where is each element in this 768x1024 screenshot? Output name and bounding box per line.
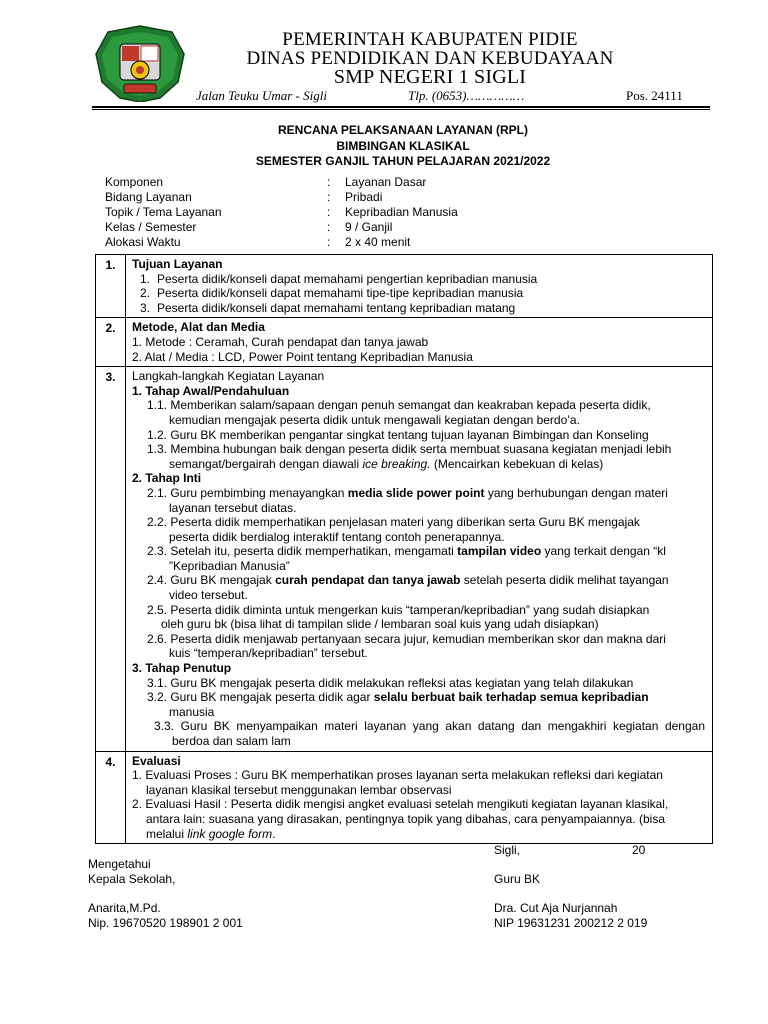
step-text-part: 2.4. Guru BK mengajak (147, 573, 276, 588)
section-title: Tujuan Layanan (132, 257, 223, 271)
section-number: 3. (96, 367, 126, 751)
letterhead-address: Jalan Teuku Umar - Sigli (196, 88, 327, 103)
meta-value: 2 x 40 menit (345, 235, 411, 249)
step-text-part: (Mencairkan kebekuan di kelas) (430, 456, 604, 471)
meta-value: 9 / Ganjil (345, 220, 393, 234)
section-title: Evaluasi (132, 753, 181, 768)
step-text (147, 457, 705, 472)
signature-place: Sigli, (494, 843, 521, 857)
step-text: manusia (169, 704, 215, 719)
step-text-part: setelah peserta didik melihat tayangan (460, 573, 669, 588)
list-number: 2. (140, 286, 151, 301)
step-item (132, 690, 705, 719)
meta-sep: : (327, 190, 331, 204)
step-item (132, 676, 705, 691)
section-row (96, 367, 713, 751)
stage-title: 1. Tahap Awal/Pendahuluan (132, 383, 290, 398)
signature-left-name: Anarita,M.Pd. (88, 901, 161, 915)
section-row (96, 255, 713, 318)
step-text: 1.2. Guru BK memberikan pengantar singkat tentang tujuan layanan Bimbingan dan Konseling (147, 427, 649, 442)
evaluation-text: layanan klasikal tersebut menggunakan lembar observasi (146, 782, 452, 797)
section-title: Metode, Alat dan Media (132, 320, 265, 335)
signature-year: 20 (632, 843, 646, 857)
meta-row (105, 235, 458, 250)
letterhead (0, 0, 768, 110)
meta-row (105, 220, 458, 235)
evaluation-item (132, 768, 705, 797)
step-text-part: yang terkait dengan “kl (541, 544, 666, 559)
signature-right-role: Guru BK (494, 872, 541, 886)
step-text: peserta didik berdialog interaktif tentang contoh penerapannya. (169, 529, 505, 544)
step-text: ”Kepribadian Manusia” (169, 558, 290, 573)
evaluation-text-part: melalui (146, 826, 188, 841)
step-text: 2.2. Peserta didik memperhatikan penjelasan materi yang diberikan serta Guru BK mengajak (147, 515, 640, 530)
meta-sep: : (327, 235, 331, 249)
evaluation-item (132, 797, 705, 841)
meta-key: Alokasi Waktu (105, 235, 181, 249)
section-content (126, 751, 713, 844)
letterhead-postcode: Pos. 24111 (626, 88, 683, 103)
meta-key: Komponen (105, 175, 164, 189)
step-text: layanan tersebut diatas. (169, 500, 297, 515)
letterhead-school-name: SMP NEGERI 1 SIGLI (333, 66, 527, 88)
regency-emblem-icon (94, 24, 186, 102)
section-row (96, 751, 713, 844)
step-text-bold: curah pendapat dan tanya jawab (275, 573, 461, 588)
step-text: oleh guru bk (bisa lihat di tampilan slide / lembaran soal kuis yang udah disiapkan) (161, 617, 599, 632)
step-text-bold: selalu berbuat baik terhadap semua kepribadian (373, 690, 649, 705)
meta-value: Pribadi (345, 190, 383, 204)
section-number: 1. (96, 255, 126, 318)
meta-value: Layanan Dasar (345, 175, 427, 189)
letterhead-phone: Tlp. (0653)…………… (408, 88, 525, 103)
step-text: video tersebut. (169, 588, 248, 603)
step-text: 1.3. Membina hubungan baik dengan peserta didik serta membuat suasana kegiatan menjadi lebih (147, 442, 672, 457)
step-item (132, 719, 705, 748)
step-text: 3.1. Guru BK mengajak peserta didik melakukan refleksi atas kegiatan yang telah dilakukan (147, 675, 634, 690)
signature-left-nip: Nip. 19670520 198901 2 001 (88, 916, 243, 930)
step-text-part: 3.2. Guru BK mengajak peserta didik agar (147, 690, 374, 705)
step-item (132, 515, 705, 544)
signature-right-name: Dra. Cut Aja Nurjannah (494, 901, 618, 915)
step-text: 2.5. Peserta didik diminta untuk mengerkan kuis “tamperan/kepribadian” yang sudah disiapkan (147, 602, 650, 617)
meta-key: Topik / Tema Layanan (105, 205, 222, 219)
method-line: 1. Metode : Ceramah, Curah pendapat dan tanya jawab (132, 334, 429, 349)
meta-row (105, 205, 458, 220)
step-item (132, 398, 705, 427)
step-text-bold: media slide power point (347, 485, 485, 500)
step-item (132, 486, 705, 515)
evaluation-text-part: . (272, 826, 276, 841)
step-item (132, 544, 705, 573)
step-item (132, 603, 705, 632)
signature-left-role: Kepala Sekolah, (88, 872, 176, 886)
evaluation-text: 1. Evaluasi Proses : Guru BK memperhatikan proses layanan serta melakukan refleksi dari kegiatan (132, 768, 663, 783)
meta-sep: : (327, 220, 331, 234)
stage-title: 2. Tahap Inti (132, 471, 202, 486)
evaluation-text: antara lain: suasana yang dirasakan, pentingnya topik yang dibahas, cara penyampaiannya. (bisa (146, 811, 666, 826)
list-text: Peserta didik/konseli dapat memahami tipe-tipe kepribadian manusia (157, 286, 524, 301)
section-number: 4. (96, 751, 126, 844)
section-content (126, 318, 713, 367)
step-item (132, 632, 705, 661)
meta-row (105, 175, 458, 190)
meta-info (105, 175, 458, 250)
step-text-part: semangat/bergairah dengan diawali (169, 456, 363, 471)
meta-value: Kepribadian Manusia (345, 205, 458, 219)
section-content (126, 255, 713, 318)
signature-right-nip: NIP 19631231 200212 2 019 (494, 916, 648, 930)
list-item (132, 301, 705, 316)
document-semester: SEMESTER GANJIL TAHUN PELAJARAN 2021/2022 (255, 154, 551, 168)
step-item (132, 442, 705, 471)
rpl-table (95, 254, 713, 844)
list-item (132, 286, 705, 301)
evaluation-text: 2. Evaluasi Hasil : Peserta didik mengisi angket evaluasi setelah mengikuti kegiatan layanan klasikal, (132, 797, 669, 812)
step-text: 3.3. Guru BK menyampaikan materi layanan yang akan datang dan mengakhiri kegiatan dengan (154, 719, 705, 734)
section-title: Langkah-langkah Kegiatan Layanan (132, 369, 325, 384)
step-text-part: 2.1. Guru pembimbing menayangkan (147, 485, 348, 500)
evaluation-text (132, 827, 705, 842)
step-text-bold: tampilan video (457, 544, 542, 559)
list-number: 3. (140, 300, 151, 315)
letterhead-rule-thick (92, 106, 710, 108)
meta-row (105, 190, 458, 205)
list-text: Peserta didik/konseli dapat memahami pengertian kepribadian manusia (157, 271, 538, 286)
step-text-part: yang berhubungan dengan materi (484, 485, 668, 500)
signature-left-label: Mengetahui (88, 857, 151, 871)
meta-sep: : (327, 175, 331, 189)
media-line: 2. Alat / Media : LCD, Power Point tentang Kepribadian Manusia (132, 349, 473, 364)
step-text-italic: ice breaking. (362, 456, 431, 471)
list-text: Peserta didik/konseli dapat memahami tentang kepribadian matang (157, 300, 516, 315)
letterhead-line-2: DINAS PENDIDIKAN DAN KEBUDAYAAN (246, 48, 614, 69)
list-number: 1. (140, 271, 151, 286)
meta-sep: : (327, 205, 331, 219)
step-text: 1.1. Memberikan salam/sapaan dengan penuh semangat dan keakraban kepada peserta didik, (147, 398, 651, 413)
letterhead-line-1: PEMERINTAH KABUPATEN PIDIE (282, 29, 578, 50)
step-item (132, 428, 705, 443)
evaluation-text-italic: link google form (187, 826, 273, 841)
meta-key: Kelas / Semester (105, 220, 197, 234)
meta-key: Bidang Layanan (105, 190, 192, 204)
list-item (132, 272, 705, 287)
step-text: kuis “temperan/kepribadian” tersebut. (169, 646, 368, 661)
letterhead-rule-thin (92, 109, 710, 110)
document-subtitle: BIMBINGAN KLASIKAL (336, 139, 470, 153)
section-number: 2. (96, 318, 126, 367)
document-title: RENCANA PELAKSANAAN LAYANAN (RPL) (277, 123, 528, 137)
step-text: kemudian mengajak peserta didik untuk mengawali kegiatan dengan berdo’a. (169, 412, 580, 427)
section-content (126, 367, 713, 751)
step-item (132, 573, 705, 602)
step-text: berdoa dan salam lam (172, 734, 291, 748)
step-text: 2.6. Peserta didik menjawab pertanyaan secara jujur, kemudian memberikan skor dan makna dari (147, 631, 666, 646)
step-text-part: 2.3. Setelah itu, peserta didik memperhatikan, mengamati (147, 544, 458, 559)
section-row (96, 318, 713, 367)
stage-title: 3. Tahap Penutup (132, 661, 232, 676)
